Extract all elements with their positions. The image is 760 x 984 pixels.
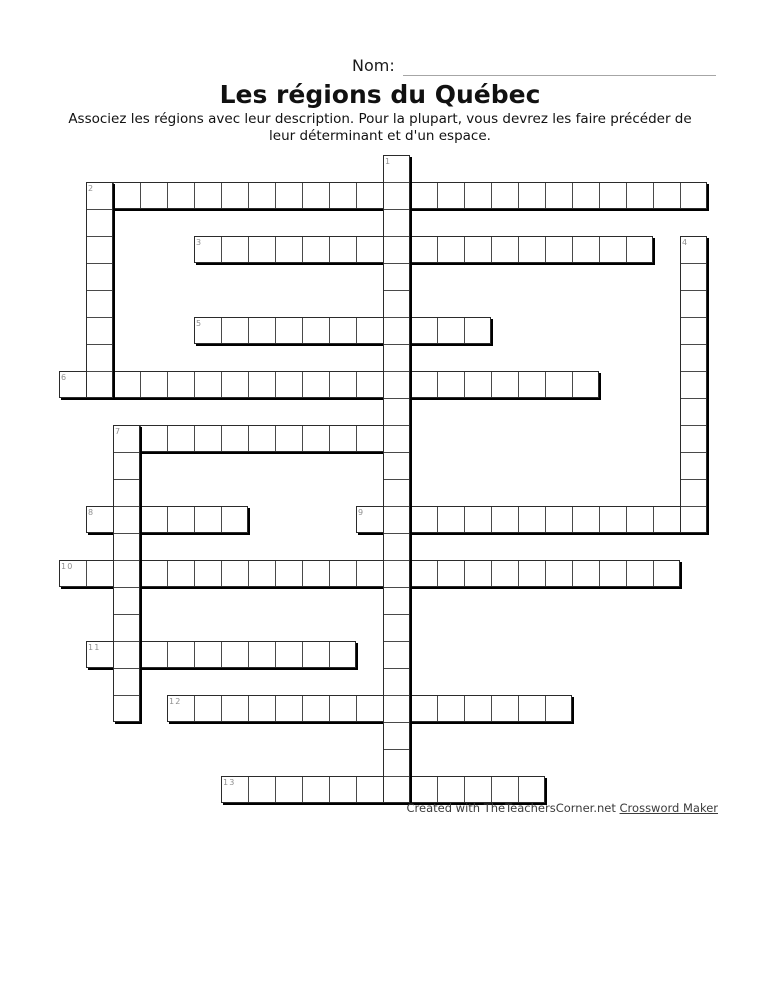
cell-number-7: 7 xyxy=(115,427,122,436)
word-7-across xyxy=(113,425,410,452)
footer-credit xyxy=(407,801,719,815)
word-2-down xyxy=(86,182,113,398)
word-12-across xyxy=(167,695,572,722)
cell-number-5: 5 xyxy=(196,319,203,328)
cell-number-11: 11 xyxy=(88,643,101,652)
word-8-across xyxy=(86,506,248,533)
cell-number-3: 3 xyxy=(196,238,203,247)
cell-number-2: 2 xyxy=(88,184,95,193)
word-6-across xyxy=(59,371,599,398)
cell-number-12: 12 xyxy=(169,697,182,706)
instructions-line-1: Associez les régions avec leur description. Pour la plupart, vous devrez les faire précéder de xyxy=(68,111,692,127)
name-blank-line[interactable] xyxy=(403,75,716,76)
word-1-down xyxy=(383,155,410,803)
word-5-across xyxy=(194,317,491,344)
cell-number-4: 4 xyxy=(682,238,689,247)
cell-number-8: 8 xyxy=(88,508,95,517)
name-label: Nom: xyxy=(352,56,395,75)
cell-number-1: 1 xyxy=(385,157,392,166)
word-3-across xyxy=(194,236,653,263)
instructions xyxy=(0,111,760,145)
page-title: Les régions du Québec xyxy=(219,80,541,109)
crossword-grid xyxy=(59,155,707,803)
word-7-down xyxy=(113,425,140,722)
cell-number-13: 13 xyxy=(223,778,236,787)
footer-credit-text: Created with TheTeachersCorner.net xyxy=(406,801,620,815)
instructions-line-2: leur déterminant et d'un espace. xyxy=(269,128,491,144)
cell-number-10: 10 xyxy=(61,562,74,571)
cell-number-9: 9 xyxy=(358,508,365,517)
word-4-down xyxy=(680,236,707,533)
cell-number-6: 6 xyxy=(61,373,68,382)
crossword-maker-link[interactable]: Crossword Maker xyxy=(619,801,718,815)
word-10-across xyxy=(59,560,680,587)
